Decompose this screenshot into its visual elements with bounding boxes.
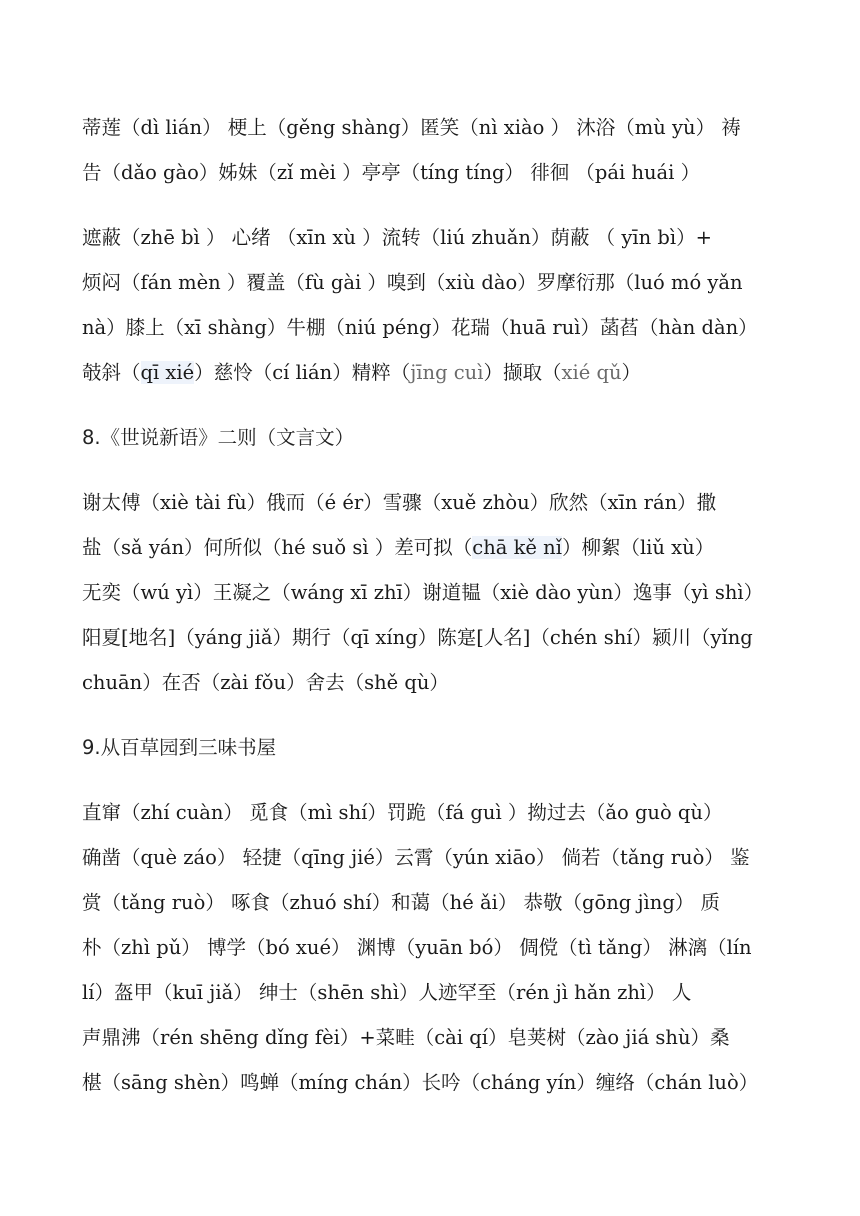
text-segment: ）慈怜（cí lián）精粹（ — [194, 361, 411, 384]
text-line: 直窜（zhí cuàn） 觅食（mì shí）罚跪（fá guì ）拗过去（ǎo guò qù） — [82, 801, 723, 824]
text-segment: ）撷取（ — [483, 361, 562, 384]
section-heading-9: 9.从百草园到三味书屋 — [82, 736, 277, 759]
vocab-paragraph-4 — [82, 790, 802, 1105]
vocab-paragraph-1 — [82, 105, 802, 195]
highlighted-text: chā kě nǐ — [472, 536, 562, 559]
text-line — [82, 350, 802, 395]
text-line: 确凿（què záo） 轻捷（qīng jié）云霄（yún xiāo） 倘若（tǎng ruò） 鉴 — [82, 846, 750, 869]
text-line: 遮蔽（zhē bì ） 心绪 （xīn xù ）流转（liú zhuǎn）荫蔽 （ yīn bì）+ — [82, 226, 712, 249]
text-segment: ） — [621, 361, 642, 384]
grey-text: jīng cuì — [410, 361, 484, 384]
text-segment: ）柳絮（liǔ xù） — [561, 536, 715, 559]
text-line: nà）膝上（xī shàng）牛棚（niú péng）花瑞（huā ruì）菡萏（hàn dàn） — [82, 316, 758, 339]
text-line: 椹（sāng shèn）鸣蝉（míng chán）长吟（cháng yín）缠络（chán luò） — [82, 1071, 759, 1094]
document-page — [82, 105, 802, 1105]
text-line — [82, 525, 802, 570]
text-line: 告（dǎo gào）姊妹（zǐ mèi ）亭亭（tíng tíng） 徘徊 （pái huái ） — [82, 161, 701, 184]
text-line: 无奕（wú yì）王凝之（wáng xī zhī）谢道韫（xiè dào yùn）逸事（yì shì） — [82, 581, 764, 604]
text-line: chuān）在否（zài fǒu）舍去（shě qù） — [82, 671, 449, 694]
vocab-paragraph-3 — [82, 480, 802, 705]
text-line: 阳夏[地名]（yáng jiǎ）期行（qī xíng）陈寔[人名]（chén shí）颍川（yǐng — [82, 626, 753, 649]
section-heading-8: 8.《世说新语》二则（文言文） — [82, 426, 355, 449]
vocab-paragraph-2 — [82, 215, 802, 395]
text-line: lí）盔甲（kuī jiǎ） 绅士（shēn shì）人迹罕至（rén jì hǎn zhì） 人 — [82, 981, 692, 1004]
highlighted-text: qī xié — [140, 361, 195, 384]
text-line: 烦闷（fán mèn ）覆盖（fù gài ）嗅到（xiù dào）罗摩衍那（luó mó yǎn — [82, 271, 743, 294]
text-line: 赏（tǎng ruò） 啄食（zhuó shí）和蔼（hé ǎi） 恭敬（gōng jìng） 质 — [82, 891, 720, 914]
text-line: 朴（zhì pǔ） 博学（bó xué） 渊博（yuān bó） 倜傥（tì tǎng） 淋漓（lín — [82, 936, 752, 959]
text-line: 谢太傅（xiè tài fù）俄而（é ér）雪骤（xuě zhòu）欣然（xīn rán）撒 — [82, 491, 717, 514]
text-line: 声鼎沸（rén shēng dǐng fèi）+菜畦（cài qí）皂荚树（zào jiá shù）桑 — [82, 1026, 730, 1049]
text-line: 蒂莲（dì lián） 梗上（gěng shàng）匿笑（nì xiào ） 沐浴（mù yù） 祷 — [82, 116, 741, 139]
grey-text: xié qǔ — [561, 361, 622, 384]
text-segment: 盐（sǎ yán）何所似（hé suǒ sì ）差可拟（ — [82, 536, 473, 559]
text-segment: 攲斜（ — [82, 361, 141, 384]
